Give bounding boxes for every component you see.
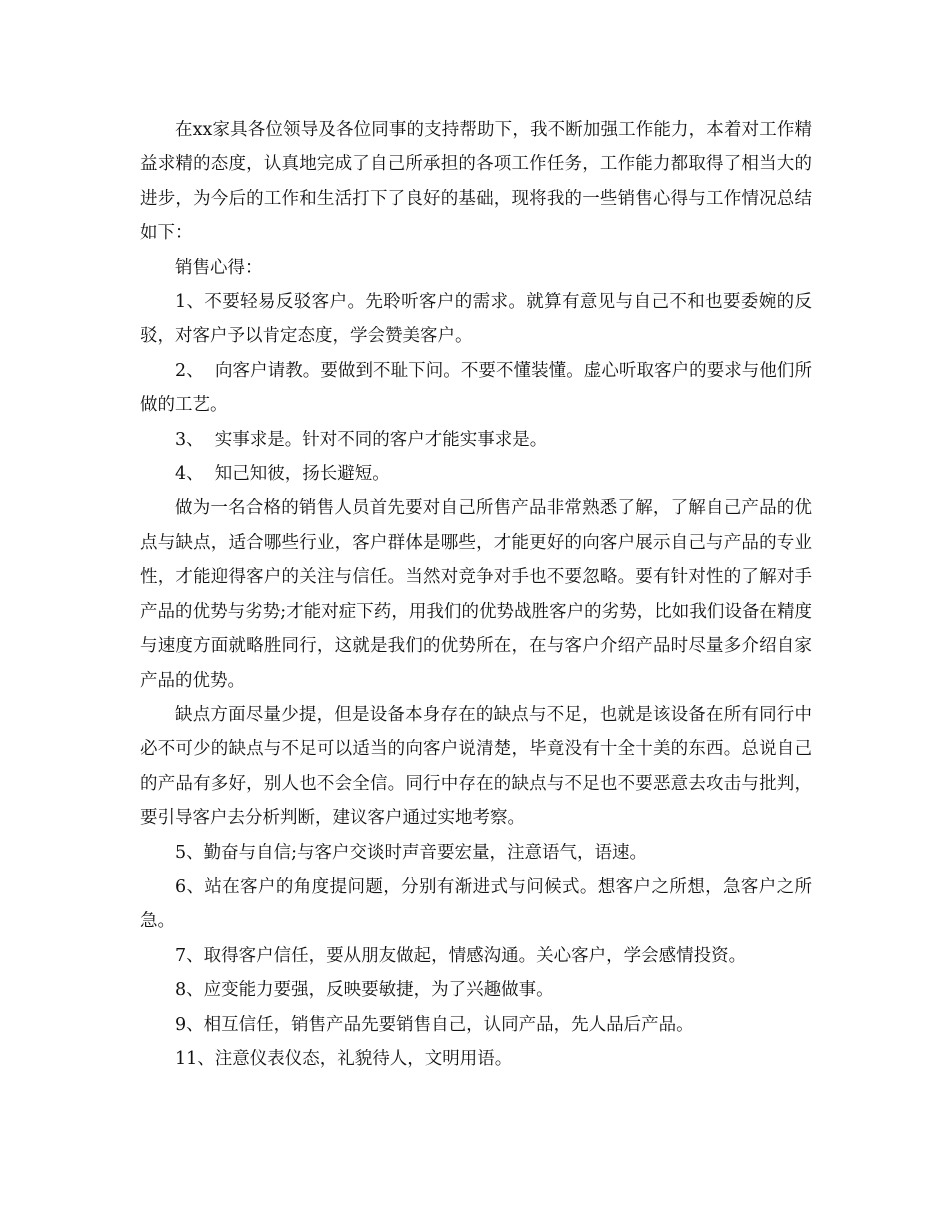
paragraph-tip-6: 6、站在客户的角度提问题，分别有渐进式与问候式。想客户之所想，急客户之所急。 xyxy=(140,876,812,932)
paragraph-tip-5: 5、勤奋与自信;与客户交谈时声音要宏量，注意语气，语速。 xyxy=(175,842,648,863)
paragraph-tip-7: 7、取得客户信任，要从朋友做起，情感沟通。关心客户，学会感情投资。 xyxy=(175,945,747,966)
paragraph-know-product: 做为一名合格的销售人员首先要对自己所售产品非常熟悉了解，了解自己产品的优点与缺点，适合哪些行业，客户群体是哪些，才能更好的向客户展示自己与产品的专业性，才能迎得客户的关注与信任。当然对竞争对手也不要忽略。要有针对性的了解对手产品的优势与劣势;才能对症下药，用我们的优势战胜客户的劣势，比如我们设备在精度与速度方面就略胜同行，这就是我们的优势所在，在与客户介绍产品时尽量多介绍自家产品的优势。 xyxy=(140,498,812,691)
paragraph-tip-8: 8、应变能力要强，反映要敏捷，为了兴趣做事。 xyxy=(175,980,554,1001)
paragraph-shortcomings: 缺点方面尽量少提，但是设备本身存在的缺点与不足，也就是该设备在所有同行中必不可少的缺点与不足可以适当的向客户说清楚，毕竟没有十全十美的东西。总说自己的产品有多好，别人也不会全信。同行中存在的缺点与不足也不要恶意去攻击与批判，要引导客户去分析判断，建议客户通过实地考察。 xyxy=(140,704,812,829)
paragraph-tip-9: 9、相互信任，销售产品先要销售自己，认同产品，先人品后产品。 xyxy=(175,1014,694,1035)
paragraph-heading-sales-tips: 销售心得： xyxy=(175,257,263,278)
paragraph-tip-1: 1、不要轻易反驳客户。先聆听客户的需求。就算有意见与自己不和也要委婉的反驳，对客户予以肯定态度，学会赞美客户。 xyxy=(140,292,812,347)
paragraph-tip-3: 3、 实事求是。针对不同的客户才能实事求是。 xyxy=(175,429,548,450)
paragraph-tip-11: 11、注意仪表仪态，礼貌待人，文明用语。 xyxy=(175,1048,513,1069)
paragraph-tip-2: 2、 向客户请教。要做到不耻下问。不要不懂装懂。虚心听取客户的要求与他们所做的工艺。 xyxy=(140,360,812,416)
document-body xyxy=(140,113,812,1076)
paragraph-tip-4: 4、 知己知彼，扬长避短。 xyxy=(175,464,390,485)
paragraph-intro: 在xx家具各位领导及各位同事的支持帮助下，我不断加强工作能力，本着对工作精益求精的态度，认真地完成了自己所承担的各项工作任务，工作能力都取得了相当大的进步，为今后的工作和生活打下了良好的基础，现将我的一些销售心得与工作情况总结如下： xyxy=(140,120,812,244)
